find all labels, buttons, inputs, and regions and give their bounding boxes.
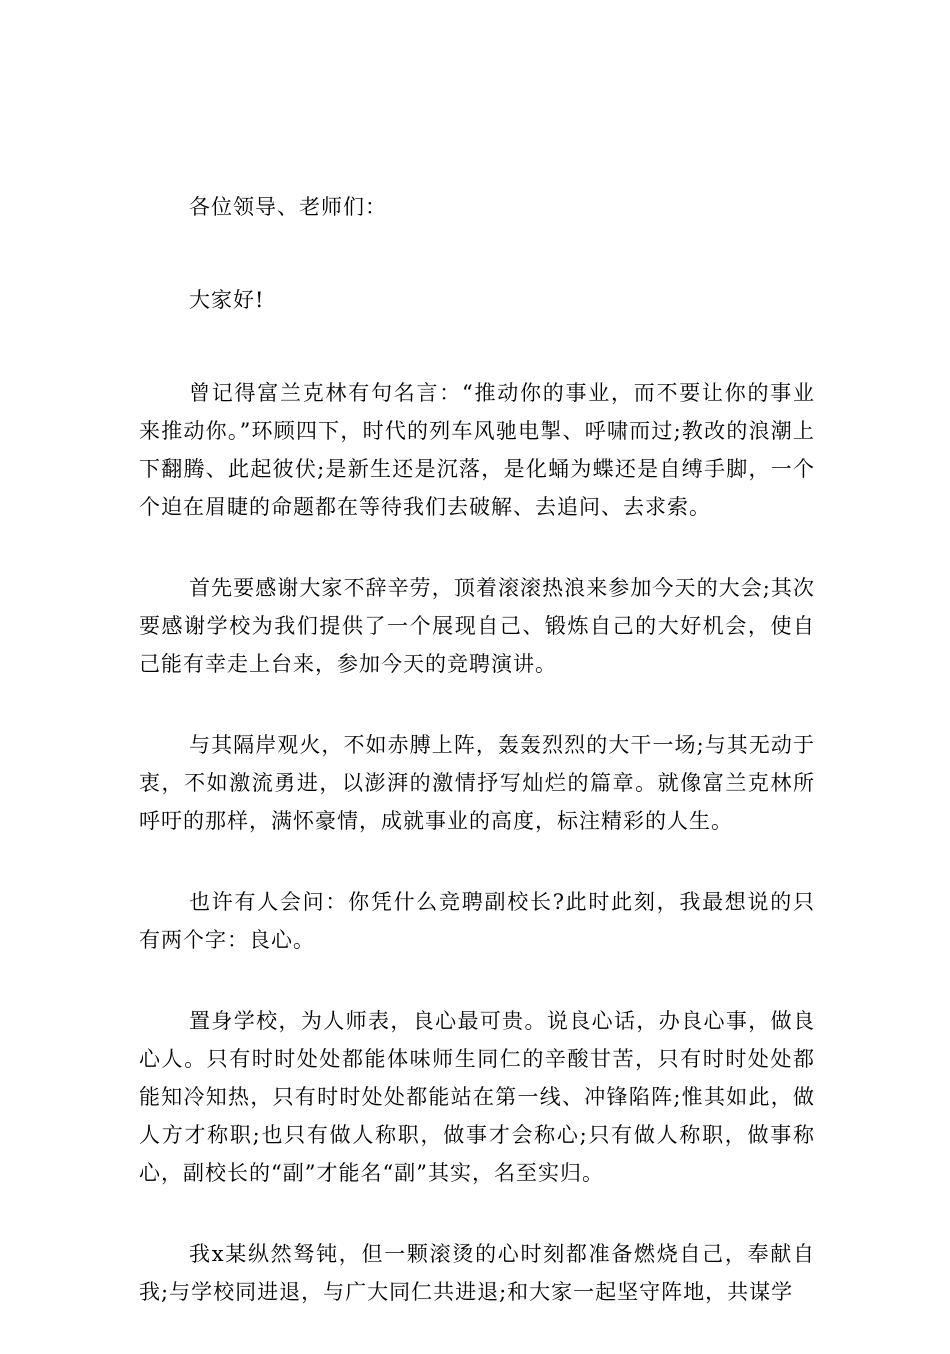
paragraph-question: 也许有人会问：你凭什么竞聘副校长?此时此刻，我最想说的只有两个字：良心。 — [139, 890, 815, 952]
speech-body — [139, 188, 815, 1354]
paragraph-resolve: 与其隔岸观火，不如赤膊上阵，轰轰烈烈的大干一场;与其无动于衷，不如激流勇进，以澎湃的激情抒写灿烂的篇章。就像富兰克林所呼吁的那样，满怀豪情，成就事业的高度，标注精彩的人生。 — [139, 733, 815, 833]
paragraph-commitment: 我x某纵然驽钝，但一颗滚烫的心时刻都准备燃烧自己，奉献自我;与学校同进退，与广大同仁共进退;和大家一起坚守阵地，共谋学 — [139, 1242, 815, 1304]
paragraph-conscience: 置身学校，为人师表，良心最可贵。说良心话，办良心事，做良心人。只有时时处处都能体味师生同仁的辛酸甘苦，只有时时处处都能知冷知热，只有时时处处都能站在第一线、冲锋陷阵;惟其如此，做人方才称职;也只有做人称职，做事才会称心;只有做人称职，做事称心，副校长的“副”才能名“副”其实，名至实归。 — [139, 1009, 815, 1185]
greeting: 大家好! — [189, 288, 265, 312]
paragraph-thanks: 首先要感谢大家不辞辛劳，顶着滚滚热浪来参加今天的大会;其次要感谢学校为我们提供了一个展现自己、锻炼自己的大好机会，使自己能有幸走上台来，参加今天的竞聘演讲。 — [139, 576, 815, 676]
paragraph-franklin-quote: 曾记得富兰克林有句名言：“推动你的事业，而不要让你的事业来推动你。”环顾四下，时代的列车风驰电掣、呼啸而过;教改的浪潮上下翻腾、此起彼伏;是新生还是沉落，是化蛹为蝶还是自缚手脚，一个个迫在眉睫的命题都在等待我们去破解、去追问、去求索。 — [139, 381, 815, 519]
salutation: 各位领导、老师们： — [189, 195, 387, 219]
